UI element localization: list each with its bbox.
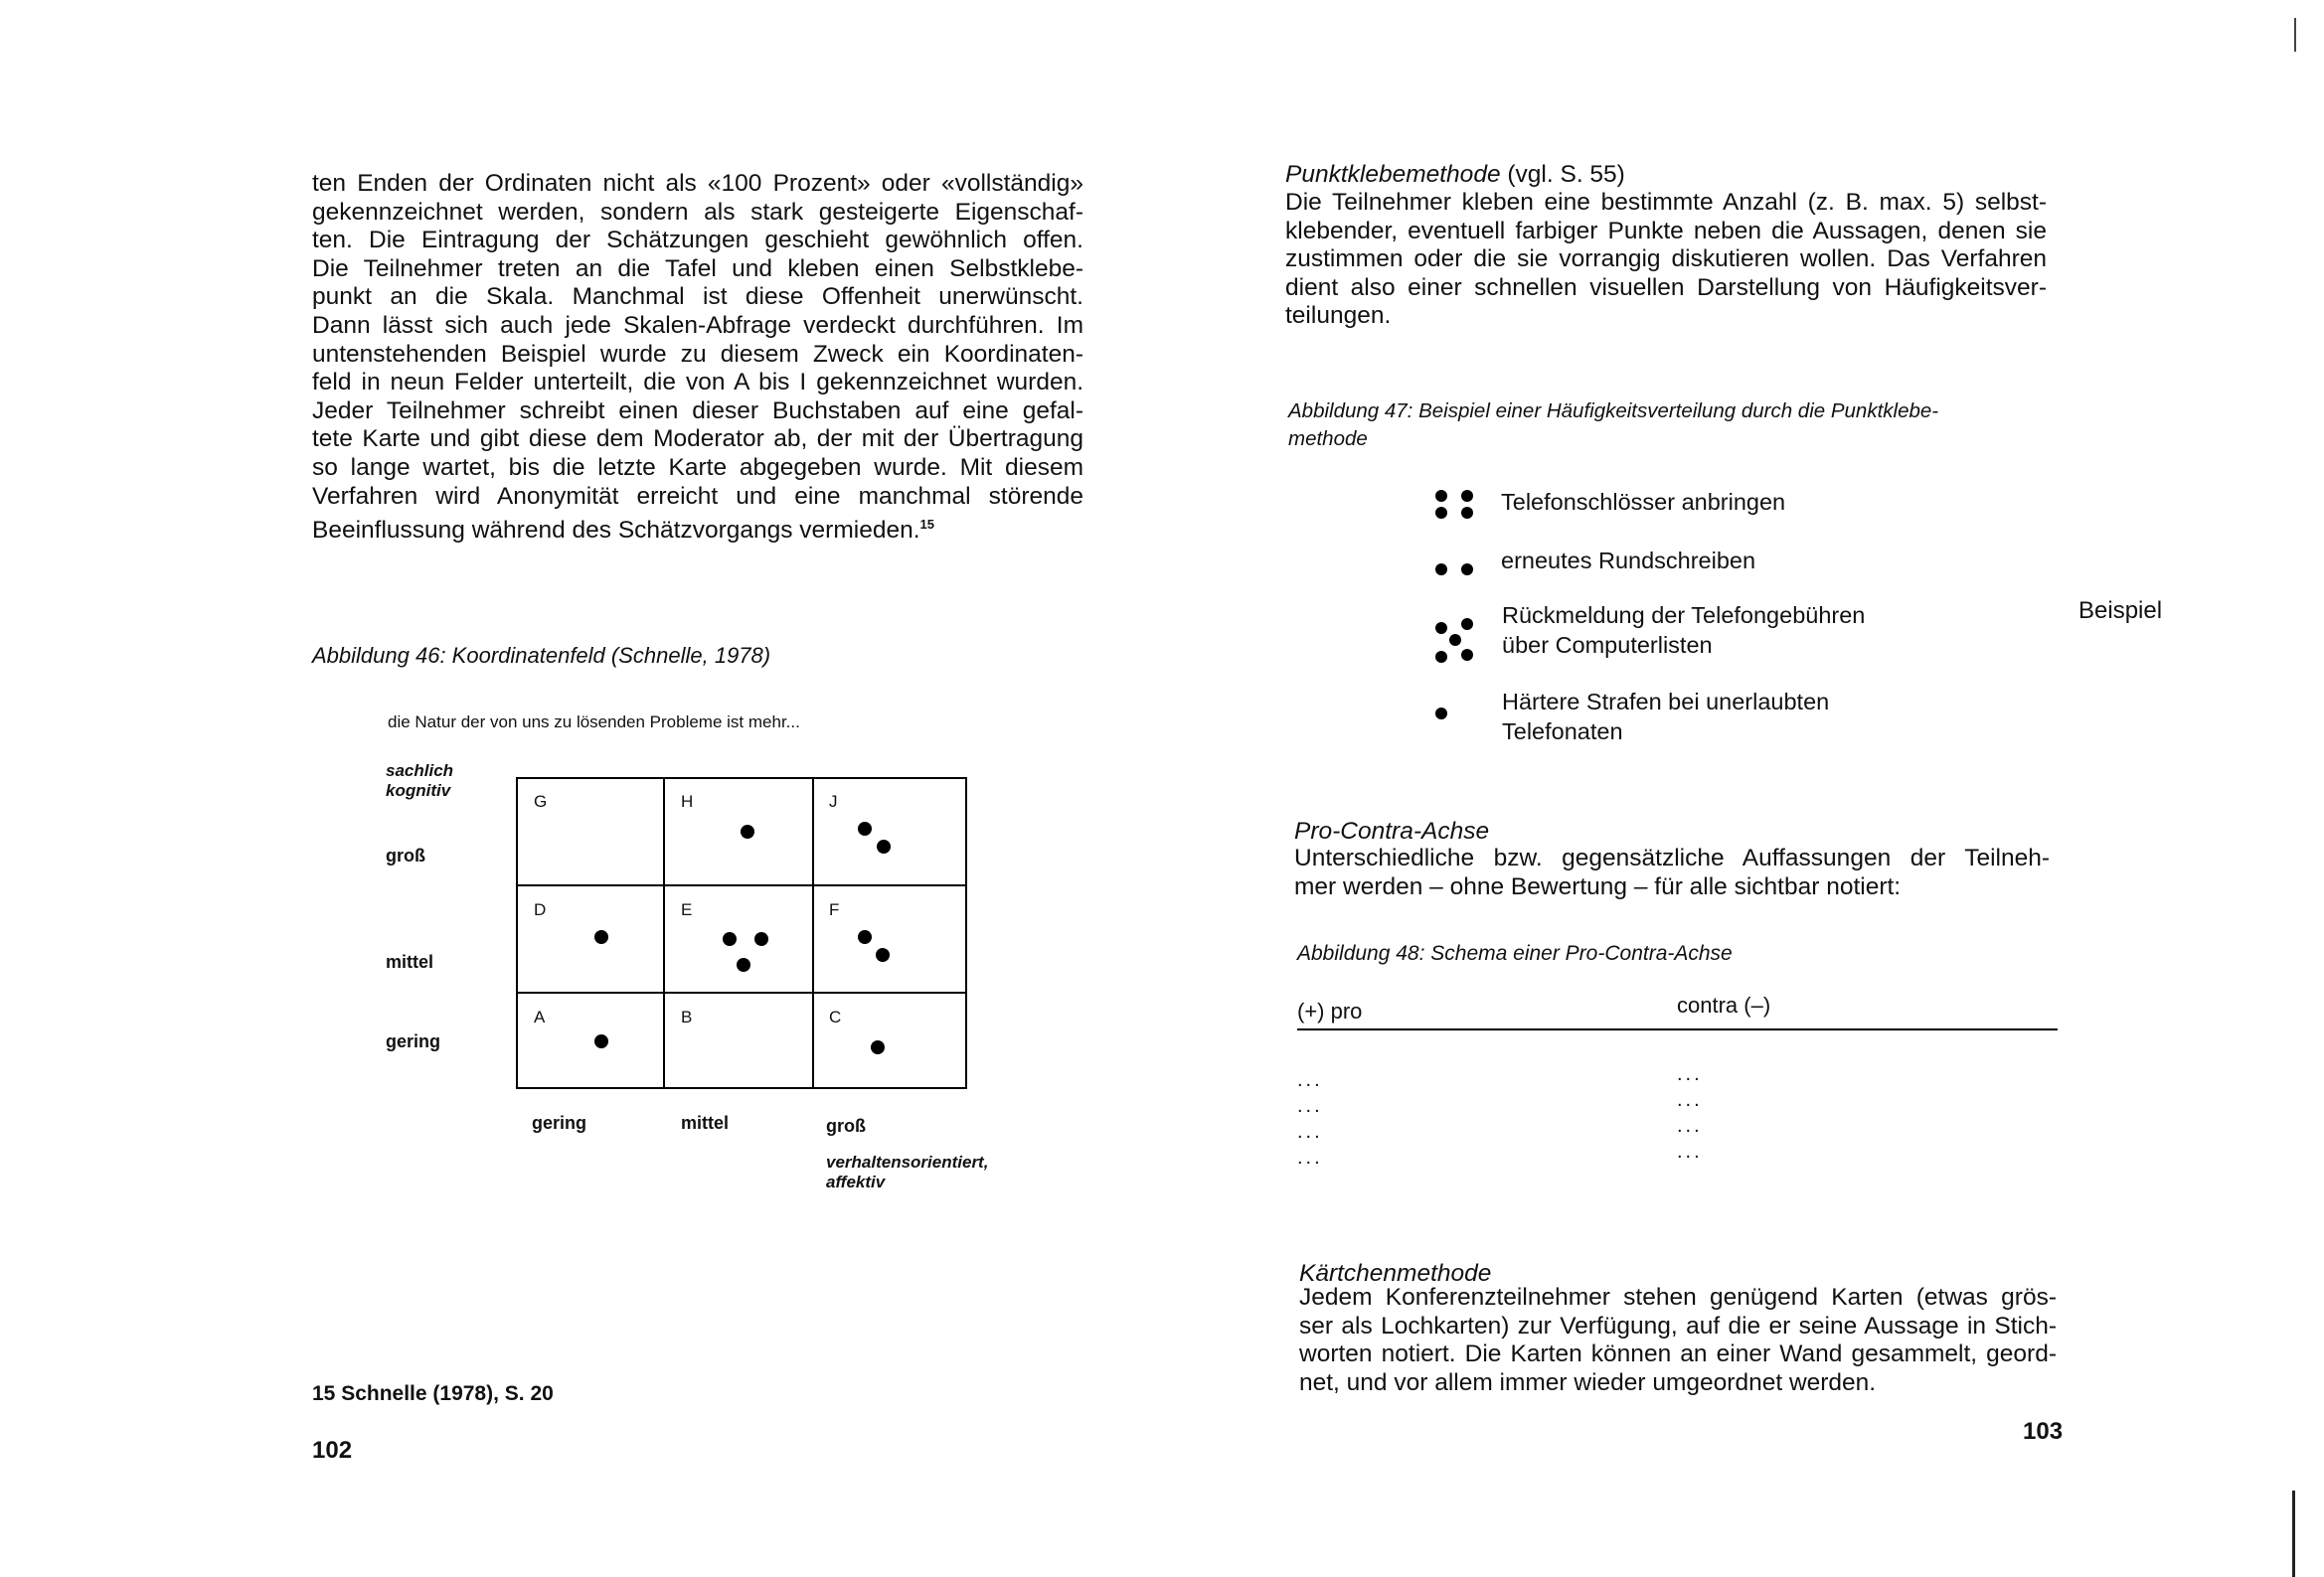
row-label-mittel: mittel bbox=[386, 952, 434, 972]
scan-edge-line bbox=[2294, 18, 2296, 52]
paragraph-line: Jeder Teilnehmer schreibt einen dieser Buchstaben auf eine gefal- bbox=[312, 396, 1083, 424]
col-label-mittel: mittel bbox=[681, 1113, 730, 1133]
vote-dots-item-3 bbox=[1435, 618, 1467, 664]
figure47-caption: Abbildung 47: Beispiel einer Häufigkeitsverteilung durch die Punktklebe- methode bbox=[1288, 399, 1939, 450]
vote-dots-item-1 bbox=[1435, 490, 1467, 520]
figure46-question: die Natur der von uns zu lösenden Probleme ist mehr... bbox=[388, 712, 800, 731]
vote-dot bbox=[876, 948, 890, 962]
paragraph-line: gekennzeichnet werden, sondern als stark gesteigerte Eigenschaf- bbox=[312, 198, 1083, 226]
row-label-gering: gering bbox=[386, 1031, 441, 1051]
vote-dot bbox=[858, 822, 872, 836]
procontra-paragraph: Unterschiedliche bzw. gegensätzliche Auffassungen der Teilneh- mer werden – ohne Bewertung – für alle sichtbar notiert: bbox=[1294, 845, 2050, 900]
cell-letter-h: H bbox=[681, 792, 694, 811]
figure48-caption: Abbildung 48: Schema einer Pro-Contra-Achse bbox=[1297, 942, 1733, 965]
paragraph-line: ten. Die Eintragung der Schätzungen geschieht gewöhnlich offen. bbox=[312, 227, 1083, 254]
vote-dots-item-2 bbox=[1435, 561, 1467, 575]
vote-dot bbox=[741, 825, 754, 839]
cell-letter-j: J bbox=[829, 792, 838, 811]
paragraph-line: Verfahren wird Anonymität erreicht und eine manchmal störende bbox=[312, 482, 1083, 510]
footnote: 15 Schnelle (1978), S. 20 bbox=[312, 1382, 554, 1405]
punkt-heading: Punktklebemethode (vgl. S. 55) bbox=[1285, 161, 1625, 188]
vote-dot bbox=[737, 958, 750, 972]
contra-label: contra (–) bbox=[1677, 993, 1771, 1018]
coordinate-grid bbox=[516, 777, 967, 1089]
figure47-item-1: Telefonschlösser anbringen bbox=[1501, 489, 1786, 515]
pro-label: (+) pro bbox=[1297, 999, 1363, 1024]
vote-dot bbox=[877, 840, 891, 854]
page-number-right: 103 bbox=[2023, 1418, 2064, 1445]
cell-letter-a: A bbox=[534, 1008, 546, 1026]
y-axis-top-label: sachlich kognitiv bbox=[386, 761, 454, 800]
figure47-item-4: Härtere Strafen bei unerlaubten Telefonaten bbox=[1502, 689, 1830, 744]
paragraph-line: punkt an die Skala. Manchmal ist diese Offenheit unerwünscht. bbox=[312, 283, 1083, 311]
paragraph-line: Die Teilnehmer treten an die Tafel und kleben einen Selbstklebe- bbox=[312, 254, 1083, 282]
kaertchen-heading: Kärtchenmethode bbox=[1299, 1260, 1492, 1287]
punkt-ref: (vgl. S. 55) bbox=[1500, 161, 1625, 188]
row-label-gross: groß bbox=[386, 846, 425, 866]
cell-letter-d: D bbox=[534, 900, 547, 919]
scan-edge-line bbox=[2292, 1491, 2295, 1577]
vote-dot bbox=[871, 1040, 885, 1054]
figure47-item-3: Rückmeldung der Telefongebühren über Computerlisten bbox=[1502, 602, 1866, 658]
vote-dot bbox=[594, 930, 608, 944]
vote-dot bbox=[858, 930, 872, 944]
pro-contra-axis bbox=[1297, 1028, 2058, 1030]
cell-letter-g: G bbox=[534, 792, 548, 811]
cell-letter-b: B bbox=[681, 1008, 693, 1026]
figure47-side-label: Beispiel bbox=[2078, 597, 2163, 624]
left-paragraph bbox=[312, 170, 1083, 546]
paragraph-line: Beeinflussung während des Schätzvorgangs vermieden.$^{15}$ bbox=[312, 517, 934, 545]
figure47-item-2: erneutes Rundschreiben bbox=[1501, 548, 1756, 573]
paragraph-line: ten Enden der Ordinaten nicht als «100 Prozent» oder «vollständig» bbox=[312, 170, 1083, 197]
vote-dot bbox=[754, 932, 768, 946]
kaertchen-paragraph: Jedem Konferenzteilnehmer stehen genügend Karten (etwas grös- ser als Lochkarten) zur Verfügung, auf die er seine Aussage in Stich- worten notiert. Die Karten können an einer Wand gesammelt, geord- net, und vor allem immer wieder umgeordnet werden. bbox=[1299, 1284, 2057, 1396]
col-label-gering: gering bbox=[532, 1113, 587, 1133]
punkt-paragraph: Die Teilnehmer kleben eine bestimmte Anzahl (z. B. max. 5) selbst- klebender, eventuell farbiger Punkte neben die Aussagen, denen sie zustimmen oder die sie vorrangig diskutieren wollen. Das Verfahren dient also einer schnellen visuellen Darstellung von Häufigkeitsver- teilungen. bbox=[1285, 189, 2047, 330]
paragraph-line: tete Karte und gibt diese dem Moderator ab, der mit der Übertragung bbox=[312, 425, 1083, 453]
figure46-caption: Abbildung 46: Koordinatenfeld (Schnelle, 1978) bbox=[312, 643, 771, 668]
grid-line bbox=[663, 779, 665, 1087]
contra-ellipsis-list: ... ... ... ... bbox=[1677, 1063, 1703, 1163]
paragraph-line: so lange wartet, bis die letzte Karte abgegeben wurde. Mit diesem bbox=[312, 453, 1083, 481]
vote-dot bbox=[723, 932, 737, 946]
grid-line bbox=[518, 992, 965, 994]
procontra-heading: Pro-Contra-Achse bbox=[1294, 818, 1490, 845]
vote-dot bbox=[594, 1034, 608, 1048]
cell-letter-c: C bbox=[829, 1008, 842, 1026]
vote-dots-item-4 bbox=[1435, 708, 1449, 721]
pro-ellipsis-list: ... ... ... ... bbox=[1297, 1069, 1323, 1169]
footnote-marker: 15 bbox=[919, 517, 934, 533]
paragraph-line: Dann lässt sich auch jede Skalen-Abfrage verdeckt durchführen. Im bbox=[312, 311, 1083, 339]
col-label-gross: groß bbox=[826, 1116, 866, 1136]
x-axis-right-label: verhaltensorientiert, affektiv bbox=[826, 1153, 989, 1191]
grid-line bbox=[518, 884, 965, 886]
cell-letter-e: E bbox=[681, 900, 693, 919]
page-number-left: 102 bbox=[312, 1437, 353, 1464]
paragraph-line: untenstehenden Beispiel wurde zu diesem Zweck ein Koordinaten- bbox=[312, 340, 1083, 368]
cell-letter-f: F bbox=[829, 900, 840, 919]
paragraph-line: feld in neun Felder unterteilt, die von A bis I gekennzeichnet wurden. bbox=[312, 369, 1083, 396]
grid-line bbox=[812, 779, 814, 1087]
